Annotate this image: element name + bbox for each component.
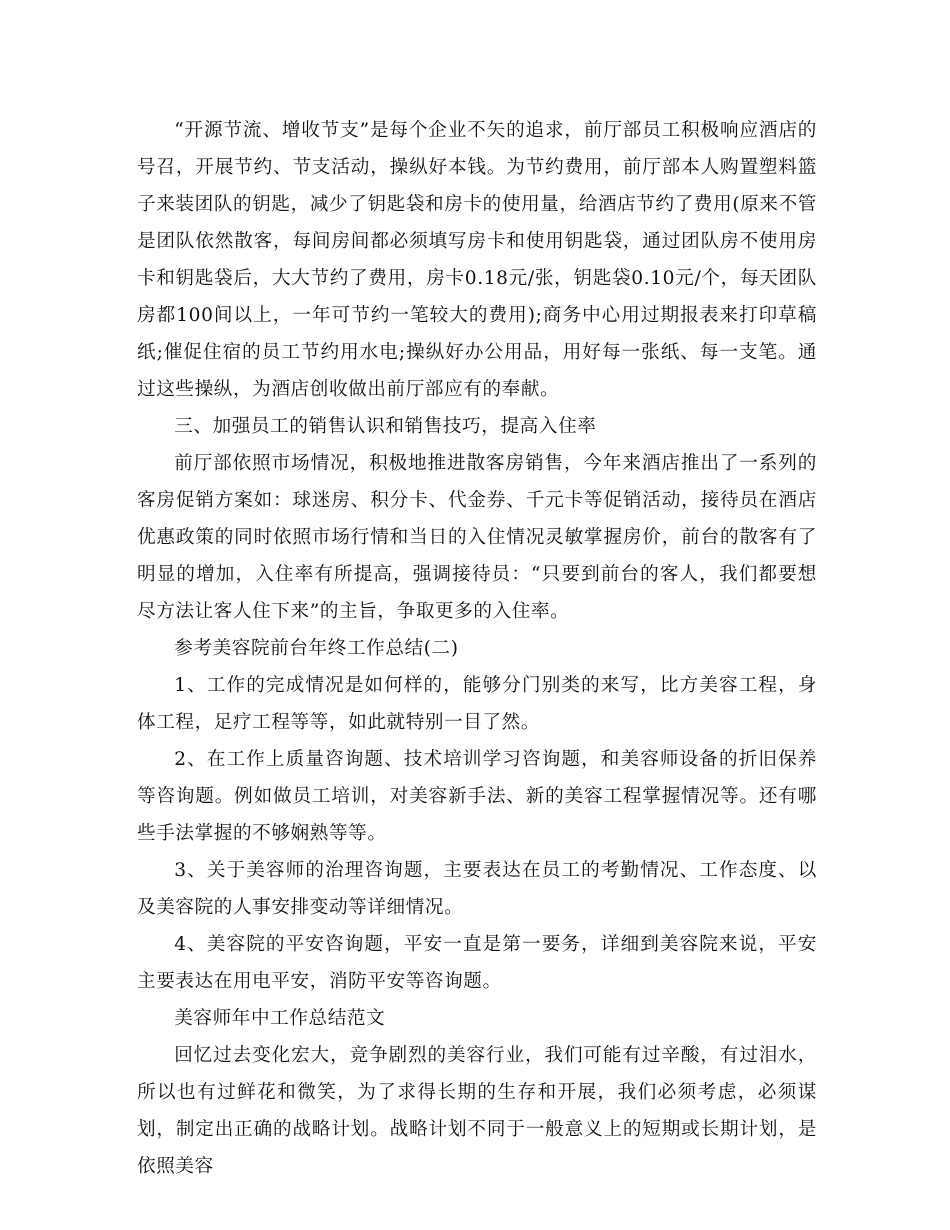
section-heading-midyear: 美容师年中工作总结范文 <box>174 1008 386 1029</box>
list-item-2: 2、在工作上质量咨询题、技术培训学习咨询题，和美容师设备的折旧保养等咨询题。例如做员工培训，对美容新手法、新的美容工程掌握情况等。还有哪些手法掌握的不够娴熟等等。 <box>137 749 817 844</box>
section-heading-sales: 三、加强员工的销售认识和销售技巧，提高入住率 <box>174 416 597 437</box>
paragraph-sales-promotion: 前厅部依照市场情况，积极地推进散客房销售，今年来酒店推出了一系列的客房促销方案如：球迷房、积分卡、代金券、千元卡等促销活动，接待员在酒店优惠政策的同时依照市场行情和当日的入住情况灵敏掌握房价，前台的散客有了明显的增加，入住率有所提高，强调接待员：“只要到前台的客人，我们都要想尽方法让客人住下来”的主旨，争取更多的入住率。 <box>137 453 817 622</box>
list-item-1: 1、工作的完成情况是如何样的，能够分门别类的来写，比方美容工程，身体工程，足疗工程等等，如此就特别一目了然。 <box>137 675 817 733</box>
paragraph-strategy: 回忆过去变化宏大，竞争剧烈的美容行业，我们可能有过辛酸，有过泪水，所以也有过鲜花和微笑，为了求得长期的生存和开展，我们必须考虑，必须谋划，制定出正确的战略计划。战略计划不同于一般意义上的短期或长期计划，是依照美容 <box>137 1045 817 1177</box>
paragraph-cost-saving: “开源节流、增收节支”是每个企业不矢的追求，前厅部员工积极响应酒店的号召，开展节约、节支活动，操纵好本钱。为节约费用，前厅部本人购置塑料篮子来装团队的钥匙，减少了钥匙袋和房卡的使用量，给酒店节约了费用(原来不管是团队依然散客，每间房间都必须填写房卡和使用钥匙袋，通过团队房不使用房卡和钥匙袋后，大大节约了费用，房卡0.18元/张，钥匙袋0.10元/个，每天团队房都100间以上，一年可节约一笔较大的费用);商务中心用过期报表来打印草稿纸;催促住宿的员工节约用水电;操纵好办公用品，用好每一张纸、每一支笔。通过这些操纵，为酒店创收做出前厅部应有的奉献。 <box>137 120 817 400</box>
section-heading-salon-summary: 参考美容院前台年终工作总结(二) <box>174 638 459 659</box>
document-body <box>137 112 817 1185</box>
list-item-4: 4、美容院的平安咨询题，平安一直是第一要务，详细到美容院来说，平安主要表达在用电平安，消防平安等咨询题。 <box>137 934 817 992</box>
list-item-3: 3、关于美容师的治理咨询题，主要表达在员工的考勤情况、工作态度、以及美容院的人事安排变动等详细情况。 <box>137 860 817 918</box>
